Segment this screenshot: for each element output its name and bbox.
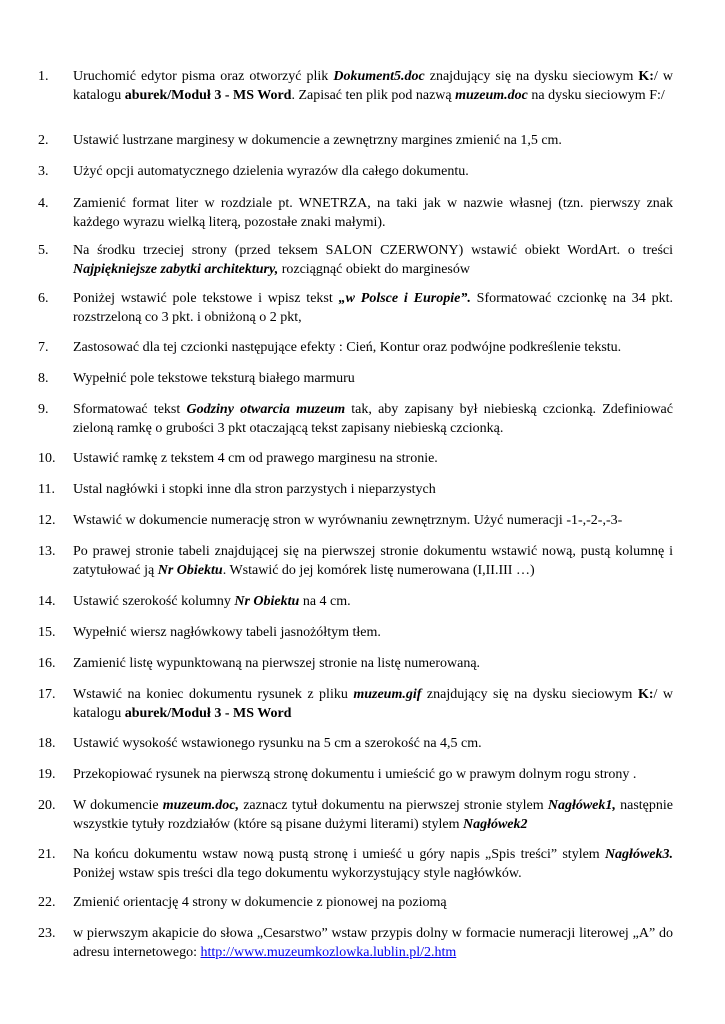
item-number: 4. xyxy=(38,196,49,211)
text-segment: Poniżej wstawić pole tekstowe i wpisz tekst xyxy=(73,291,339,306)
text-segment: Po prawej stronie tabeli znajdującej się na pierwszej stronie dokumentu wstawić nową, pustą kolumnę i zatytułować ją xyxy=(73,544,673,578)
item-number: 14. xyxy=(38,594,56,609)
item-number: 12. xyxy=(38,513,56,528)
item-number: 13. xyxy=(38,544,56,559)
item-text xyxy=(73,401,673,438)
emphasized-text: Najpiękniejsze zabytki architektury, xyxy=(73,261,279,277)
item-text xyxy=(73,481,673,500)
item-text xyxy=(73,894,673,913)
text-segment: na 4 cm. xyxy=(299,594,351,609)
item-text xyxy=(73,195,673,232)
text-segment: zaznacz tytuł dokumentu na pierwszej stronie stylem xyxy=(239,798,548,813)
emphasized-text: Godziny otwarcia muzeum xyxy=(186,402,346,417)
text-segment: Sformatować czcionkę na 34 pkt. rozstrzeloną co 3 pkt. i obniżoną o 2 pkt, xyxy=(73,291,673,325)
text-segment: na dysku sieciowym F:/ xyxy=(527,87,665,103)
item-number: 16. xyxy=(38,656,56,671)
text-segment: Na końcu dokumentu wstaw nową pustą stronę i umieść u góry napis „Spis treści” stylem xyxy=(73,847,605,862)
item-number: 18. xyxy=(38,736,56,751)
text-segment: Zamienić format liter w rozdziale pt. WNETRZA, na taki jak w nazwie własnej (tzn. pierwszy znak każdego wyrazu wielką literą, pozostałe znaki małymi). xyxy=(73,196,673,230)
url-link[interactable]: http://www.muzeumkozlowka.lublin.pl/2.htm xyxy=(200,944,457,960)
item-text xyxy=(73,512,673,531)
emphasized-text: Nagłówek1, xyxy=(547,798,616,813)
item-number: 22. xyxy=(38,895,56,910)
emphasized-text: muzeum.doc xyxy=(455,87,528,103)
item-number: 17. xyxy=(38,687,56,702)
emphasized-text: Nr Obiektu xyxy=(157,562,223,578)
text-segment: Zamienić listę wypunktowaną na pierwszej stronie na listę numerowaną. xyxy=(73,656,481,671)
text-segment: Zmienić orientację 4 strony w dokumencie z pionowej na poziomą xyxy=(73,895,447,910)
emphasized-text: muzeum.doc, xyxy=(162,798,240,813)
text-segment: Użyć opcji automatycznego dzielenia wyrazów dla całego dokumentu. xyxy=(73,164,469,179)
text-segment: następnie wszystkie tytuły rozdziałów (które są pisane dużymi literami) stylem xyxy=(73,798,673,832)
emphasized-text: „w Polsce i Europie”. xyxy=(338,291,471,306)
item-text xyxy=(73,686,673,723)
item-text xyxy=(73,925,673,962)
text-segment: Ustawić szerokość kolumny xyxy=(73,594,235,609)
emphasized-text: muzeum.gif xyxy=(353,687,422,702)
text-segment: Uruchomić edytor pisma oraz otworzyć plik xyxy=(73,69,334,84)
text-segment: Ustawić lustrzane marginesy w dokumencie a zewnętrzny margines zmienić na 1,5 cm. xyxy=(73,133,562,148)
item-text xyxy=(73,624,673,643)
text-segment: Ustawić ramkę z tekstem 4 cm od prawego marginesu na stronie. xyxy=(73,451,438,466)
emphasized-text: Dokument5.doc xyxy=(333,69,425,84)
text-segment: / w katalogu xyxy=(73,687,674,721)
text-segment: Na środku trzeciej strony (przed teksem SALON CZERWONY) wstawić obiekt WordArt. o treści xyxy=(73,243,673,258)
text-segment: Zastosować dla tej czcionki następujące efekty : Cień, Kontur oraz podwójne podkreślenie tekstu. xyxy=(73,340,622,355)
item-number: 11. xyxy=(38,482,55,497)
text-segment: Poniżej wstaw spis treści dla tego dokumentu wykorzystujący style nagłówków. xyxy=(73,865,522,881)
item-number: 6. xyxy=(38,291,49,306)
emphasized-text: aburek/Moduł 3 - MS Word xyxy=(124,87,292,103)
item-number: 7. xyxy=(38,340,49,355)
item-number: 2. xyxy=(38,133,49,148)
text-segment: Wstawić na koniec dokumentu rysunek z pliku xyxy=(73,687,354,702)
item-number: 23. xyxy=(38,926,56,941)
item-text xyxy=(73,450,673,469)
emphasized-text: K: xyxy=(637,687,654,702)
item-number: 21. xyxy=(38,847,56,862)
item-number: 15. xyxy=(38,625,56,640)
text-segment: tak, aby zapisany był niebieską czcionką. Zdefiniować zieloną ramkę o grubości 3 pkt otaczającą tekst zapisany niebieską czcionką. xyxy=(73,402,673,436)
item-text xyxy=(73,370,673,389)
text-segment: / w katalogu xyxy=(73,69,673,103)
text-segment: W dokumencie xyxy=(73,798,163,813)
item-number: 8. xyxy=(38,371,49,386)
item-number: 5. xyxy=(38,243,49,258)
text-segment: Przekopiować rysunek na pierwszą stronę dokumentu i umieścić go w prawym dolnym rogu strony . xyxy=(73,767,637,782)
emphasized-text: aburek/Moduł 3 - MS Word xyxy=(124,705,292,721)
text-segment: . Wstawić do jej komórek listę numerowana (I,II.III …) xyxy=(222,562,535,578)
item-number: 19. xyxy=(38,767,56,782)
text-segment: Ustawić wysokość wstawionego rysunku na 5 cm a szerokość na 4,5 cm. xyxy=(73,736,482,751)
text-segment: Ustal nagłówki i stopki inne dla stron parzystych i nieparzystych xyxy=(73,482,436,497)
item-number: 20. xyxy=(38,798,56,813)
item-text xyxy=(73,543,673,580)
item-text xyxy=(73,846,673,883)
item-text xyxy=(73,132,673,151)
text-segment: Wypełnić pole tekstowe teksturą białego marmuru xyxy=(73,371,355,386)
item-text xyxy=(73,766,673,785)
emphasized-text: Nr Obiektu xyxy=(234,594,300,609)
item-text xyxy=(73,242,673,279)
item-number: 10. xyxy=(38,451,56,466)
item-text xyxy=(73,290,673,327)
emphasized-text: K: xyxy=(638,69,654,84)
text-segment: znajdujący się na dysku sieciowym xyxy=(421,687,638,702)
text-segment: znajdujący się na dysku sieciowym xyxy=(424,69,639,84)
item-text xyxy=(73,68,673,105)
item-text xyxy=(73,735,673,754)
text-segment: w pierwszym akapicie do słowa „Cesarstwo” wstaw przypis dolny w formacie numeracji literowej „A” do adresu internetowego: xyxy=(73,926,673,960)
item-number: 9. xyxy=(38,402,49,417)
text-segment: Sformatować tekst xyxy=(73,402,187,417)
emphasized-text: Nagłówek2 xyxy=(462,816,528,832)
item-text xyxy=(73,797,673,834)
item-text xyxy=(73,163,673,182)
emphasized-text: Nagłówek3. xyxy=(604,847,673,862)
text-segment: rozciągnąć obiekt do marginesów xyxy=(278,261,470,277)
text-segment: . Zapisać ten plik pod nazwą xyxy=(291,87,456,103)
text-segment: Wstawić w dokumencie numerację stron w wyrównaniu zewnętrznym. Użyć numeracji -1-,-2-,-3- xyxy=(73,513,623,528)
item-text xyxy=(73,593,673,612)
text-segment: Wypełnić wiersz nagłówkowy tabeli jasnożółtym tłem. xyxy=(73,625,381,640)
item-number: 1. xyxy=(38,69,49,84)
item-text xyxy=(73,655,673,674)
item-text xyxy=(73,339,673,358)
item-number: 3. xyxy=(38,164,49,179)
